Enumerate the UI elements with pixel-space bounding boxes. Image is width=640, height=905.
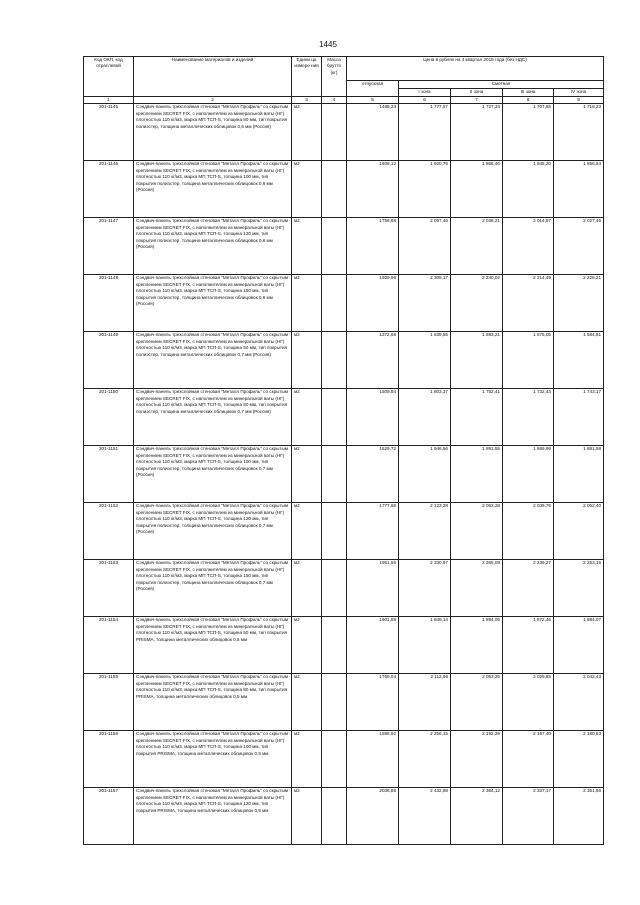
- column-number: 6: [399, 97, 451, 104]
- estimate-price-zone-2: 2 265,09: [451, 560, 503, 617]
- product-name: Сэндвич-панель трехслойная стеновая "Металл Профиль" со скрытым креплением SECRET FIX, с наполнителем из минеральной ваты (НГ) плотностью 110 кг/м3, марка МП ТСП-S, толщина 120 мм, тип покрытия PRISMA, толщина металлических облицовок 0,5 мм: [134, 788, 292, 845]
- unit-of-measure: м2: [292, 617, 322, 674]
- release-price: 1777,68: [347, 503, 399, 560]
- table-row: [84, 104, 604, 161]
- estimate-price-zone-4: 2 351,66: [554, 788, 604, 845]
- estimate-price-zone-3: 1 575,05: [503, 332, 554, 389]
- gross-mass: [322, 560, 347, 617]
- estimate-price-zone-2: 1 727,34: [451, 104, 503, 161]
- estimate-price-zone-4: 1 884,07: [554, 617, 604, 674]
- product-name: Сэндвич-панель трехслойная стеновая "Металл Профиль" со скрытым креплением SECRET FIX, с наполнителем из минеральной ваты (НГ) плотностью 110 кг/м3, марка МП ТСП-S, толщина 150 мм, тип покрытия полиэстер, толщина металлических облицовок 0,7 мм (Россия): [134, 560, 292, 617]
- column-number: 8: [503, 97, 554, 104]
- estimate-price-zone-1: 1 946,56: [399, 446, 451, 503]
- header-zone-2: II зона: [451, 89, 503, 97]
- estimate-price-zone-3: 2 167,40: [503, 731, 554, 788]
- unit-of-measure: м2: [292, 503, 322, 560]
- column-number: 3: [292, 97, 322, 104]
- column-number: 5: [347, 97, 399, 104]
- estimate-price-zone-3: 1 707,65: [503, 104, 554, 161]
- estimate-price-zone-3: 1 732,43: [503, 389, 554, 446]
- release-price: 1888,92: [347, 731, 399, 788]
- header-release-price: отпускная: [347, 81, 399, 97]
- release-price: 1929,96: [347, 275, 399, 332]
- estimate-price-zone-3: 2 029,85: [503, 674, 554, 731]
- product-code: 201-1151: [84, 446, 134, 503]
- estimate-price-zone-1: 1 639,55: [399, 332, 451, 389]
- gross-mass: [322, 788, 347, 845]
- product-name: Сэндвич-панель трехслойная стеновая "Металл Профиль" со скрытым креплением SECRET FIX, с наполнителем из минеральной ваты (НГ) плотностью 110 кг/м3, марка МП ТСП-S, толщина 100 мм, тип покрытия полиэстер, толщина металлических облицовок 0,6 мм (Россия): [134, 161, 292, 218]
- product-code: 201-1157: [84, 788, 134, 845]
- release-price: 1608,12: [347, 161, 399, 218]
- estimate-price-zone-4: 2 228,21: [554, 275, 604, 332]
- page-number: 1445: [319, 40, 337, 49]
- product-name: Сэндвич-панель трехслойная стеновая "Металл Профиль" со скрытым креплением SECRET FIX, с наполнителем из минеральной ваты (НГ) плотностью 110 кг/м3, марка МП ТСП-S, толщина 80 мм, тип покрытия полиэстер, толщина металлических облицовок 0,6 мм (Россия): [134, 104, 292, 161]
- product-code: 201-1156: [84, 731, 134, 788]
- unit-of-measure: м2: [292, 104, 322, 161]
- estimate-price-zone-4: 2 027,46: [554, 218, 604, 275]
- product-code: 201-1154: [84, 617, 134, 674]
- product-name: Сэндвич-панель трехслойная стеновая "Металл Профиль" со скрытым креплением SECRET FIX, с наполнителем из минеральной ваты (НГ) плотностью 110 кг/м3, марка МП ТСП-S, толщина 50 мм, тип покрытия PRISMA, толщина металлических облицовок 0,5 мм: [134, 617, 292, 674]
- estimate-price-zone-4: 1 743,17: [554, 389, 604, 446]
- header-price-group: Цена в рублях на 4 квартал 2015 года (без НДС): [347, 57, 604, 81]
- estimate-price-zone-4: 1 718,23: [554, 104, 604, 161]
- unit-of-measure: м2: [292, 731, 322, 788]
- estimate-price-zone-4: 2 253,15: [554, 560, 604, 617]
- estimate-price-zone-4: 1 584,81: [554, 332, 604, 389]
- estimate-price-zone-1: 2 330,97: [399, 560, 451, 617]
- estimate-price-zone-2: 1 752,41: [451, 389, 503, 446]
- header-estimate-price: Сметная: [399, 81, 604, 89]
- gross-mass: [322, 446, 347, 503]
- product-name: Сэндвич-панель трехслойная стеновая "Металл Профиль" со скрытым креплением SECRET FIX, с наполнителем из минеральной ваты (НГ) плотностью 110 кг/м3, марка МП ТСП-S, толщина 120 мм, тип покрытия полиэстер, толщина металлических облицовок 0,7 мм (Россия): [134, 503, 292, 560]
- gross-mass: [322, 104, 347, 161]
- release-price: 1756,68: [347, 218, 399, 275]
- estimate-price-zone-1: 1 920,76: [399, 161, 451, 218]
- product-name: Сэндвич-панель трехслойная стеновая "Металл Профиль" со скрытым креплением SECRET FIX, с наполнителем из минеральной ваты (НГ) плотностью 110 кг/м3, марка МП ТСП-S, толщина 80 мм, тип покрытия полиэстер, толщина металлических облицовок 0,7 мм (Россия): [134, 389, 292, 446]
- gross-mass: [322, 503, 347, 560]
- gross-mass: [322, 617, 347, 674]
- estimate-price-zone-3: 2 014,97: [503, 218, 554, 275]
- header-mass: Масса брутто (кг): [322, 57, 347, 97]
- unit-of-measure: м2: [292, 218, 322, 275]
- estimate-price-zone-1: 2 097,46: [399, 218, 451, 275]
- release-price: 1629,72: [347, 446, 399, 503]
- column-numbers-row: [84, 97, 604, 104]
- estimate-price-zone-1: 1 849,14: [399, 617, 451, 674]
- estimate-price-zone-2: 2 038,21: [451, 218, 503, 275]
- estimate-price-zone-4: 2 180,83: [554, 731, 604, 788]
- product-name: Сэндвич-панель трехслойная стеновая "Металл Профиль" со скрытым креплением SECRET FIX, с наполнителем из минеральной ваты (НГ) плотностью 110 кг/м3, марка МП ТСП-S, толщина 100 мм, тип покрытия полиэстер, толщина металлических облицовок 0,7 мм (Россия): [134, 446, 292, 503]
- estimate-price-zone-2: 2 192,39: [451, 731, 503, 788]
- estimate-price-zone-3: 2 214,49: [503, 275, 554, 332]
- estimate-price-zone-4: 1 881,58: [554, 446, 604, 503]
- table-row: [84, 731, 604, 788]
- estimate-price-zone-4: 2 052,40: [554, 503, 604, 560]
- column-number: 9: [554, 97, 604, 104]
- table-row: [84, 560, 604, 617]
- product-code: 201-1152: [84, 503, 134, 560]
- estimate-price-zone-3: 2 239,27: [503, 560, 554, 617]
- product-code: 201-1153: [84, 560, 134, 617]
- table-header: [84, 57, 604, 104]
- estimate-price-zone-2: 2 063,28: [451, 503, 503, 560]
- header-zone-4: IV зона: [554, 89, 604, 97]
- product-name: Сэндвич-панель трехслойная стеновая "Металл Профиль" со скрытым креплением SECRET FIX, с наполнителем из минеральной ваты (НГ) плотностью 110 кг/м3, марка МП ТСП-S, толщина 50 мм, тип покрытия полиэстер, толщина металлических облицовок 0,7 мм (Россия): [134, 332, 292, 389]
- column-number: 2: [134, 97, 292, 104]
- gross-mass: [322, 332, 347, 389]
- table-row: [84, 389, 604, 446]
- estimate-price-zone-1: 1 803,37: [399, 389, 451, 446]
- estimate-price-zone-1: 2 112,96: [399, 674, 451, 731]
- price-table: [83, 56, 604, 845]
- header-zone-1: I зона: [399, 89, 451, 97]
- product-code: 201-1150: [84, 389, 134, 446]
- product-code: 201-1146: [84, 161, 134, 218]
- estimate-price-zone-4: 2 042,43: [554, 674, 604, 731]
- gross-mass: [322, 275, 347, 332]
- release-price: 1951,56: [347, 560, 399, 617]
- estimate-price-zone-3: 1 845,20: [503, 161, 554, 218]
- unit-of-measure: м2: [292, 560, 322, 617]
- estimate-price-zone-1: 1 777,57: [399, 104, 451, 161]
- estimate-price-zone-2: 2 240,02: [451, 275, 503, 332]
- product-code: 201-1145: [84, 104, 134, 161]
- estimate-price-zone-2: 1 593,21: [451, 332, 503, 389]
- product-code: 201-1148: [84, 275, 134, 332]
- estimate-price-zone-2: 1 891,55: [451, 446, 503, 503]
- table-row: [84, 275, 604, 332]
- header-unit: Едини ца измере ния: [292, 57, 322, 97]
- release-price: 1509,84: [347, 389, 399, 446]
- gross-mass: [322, 731, 347, 788]
- table-body: [84, 104, 604, 845]
- release-price: 1372,68: [347, 332, 399, 389]
- unit-of-measure: м2: [292, 275, 322, 332]
- unit-of-measure: м2: [292, 161, 322, 218]
- estimate-price-zone-1: 2 256,15: [399, 731, 451, 788]
- table-row: [84, 161, 604, 218]
- product-name: Сэндвич-панель трехслойная стеновая "Металл Профиль" со скрытым креплением SECRET FIX, с наполнителем из минеральной ваты (НГ) плотностью 110 кг/м3, марка МП ТСП-S, толщина 80 мм, тип покрытия PRISMA, толщина металлических облицовок 0,5 мм: [134, 674, 292, 731]
- product-code: 201-1149: [84, 332, 134, 389]
- product-name: Сэндвич-панель трехслойная стеновая "Металл Профиль" со скрытым креплением SECRET FIX, с наполнителем из минеральной ваты (НГ) плотностью 110 кг/м3, марка МП ТСП-S, толщина 100 мм, тип покрытия PRISMA, толщина металлических облицовок 0,5 мм: [134, 731, 292, 788]
- product-code: 201-1155: [84, 674, 134, 731]
- header-name: Наименование материалов и изделий: [134, 57, 292, 97]
- estimate-price-zone-1: 2 123,28: [399, 503, 451, 560]
- estimate-price-zone-2: 2 364,12: [451, 788, 503, 845]
- estimate-price-zone-2: 1 866,46: [451, 161, 503, 218]
- gross-mass: [322, 674, 347, 731]
- release-price: 1769,04: [347, 674, 399, 731]
- table-row: [84, 788, 604, 845]
- estimate-price-zone-2: 1 894,05: [451, 617, 503, 674]
- estimate-price-zone-1: 2 432,88: [399, 788, 451, 845]
- estimate-price-zone-2: 2 053,25: [451, 674, 503, 731]
- estimate-price-zone-3: 1 872,46: [503, 617, 554, 674]
- estimate-price-zone-4: 1 856,64: [554, 161, 604, 218]
- estimate-price-zone-1: 2 305,17: [399, 275, 451, 332]
- table-row: [84, 503, 604, 560]
- table-row: [84, 674, 604, 731]
- gross-mass: [322, 161, 347, 218]
- estimate-price-zone-3: 1 869,99: [503, 446, 554, 503]
- table-row: [84, 218, 604, 275]
- header-zone-3: III зона: [503, 89, 554, 97]
- column-number: 7: [451, 97, 503, 104]
- release-price: 1601,88: [347, 617, 399, 674]
- unit-of-measure: м2: [292, 389, 322, 446]
- estimate-price-zone-3: 2 337,17: [503, 788, 554, 845]
- table-row: [84, 332, 604, 389]
- column-number: 4: [322, 97, 347, 104]
- unit-of-measure: м2: [292, 674, 322, 731]
- product-name: Сэндвич-панель трехслойная стеновая "Металл Профиль" со скрытым креплением SECRET FIX, с наполнителем из минеральной ваты (НГ) плотностью 110 кг/м3, марка МП ТСП-S, толщина 120 мм, тип покрытия полиэстер, толщина металлических облицовок 0,6 мм (Россия): [134, 218, 292, 275]
- unit-of-measure: м2: [292, 788, 322, 845]
- table-row: [84, 617, 604, 674]
- gross-mass: [322, 218, 347, 275]
- unit-of-measure: м2: [292, 446, 322, 503]
- gross-mass: [322, 389, 347, 446]
- estimate-price-zone-3: 2 039,76: [503, 503, 554, 560]
- product-code: 201-1147: [84, 218, 134, 275]
- column-number: 1: [84, 97, 134, 104]
- header-code: Код ОКП, код отраслевой: [84, 57, 134, 97]
- release-price: 1488,24: [347, 104, 399, 161]
- unit-of-measure: м2: [292, 332, 322, 389]
- release-price: 2036,88: [347, 788, 399, 845]
- table-row: [84, 446, 604, 503]
- product-name: Сэндвич-панель трехслойная стеновая "Металл Профиль" со скрытым креплением SECRET FIX, с наполнителем из минеральной ваты (НГ) плотностью 110 кг/м3, марка МП ТСП-S, толщина 150 мм, тип покрытия полиэстер, толщина металлических облицовок 0,6 мм (Россия): [134, 275, 292, 332]
